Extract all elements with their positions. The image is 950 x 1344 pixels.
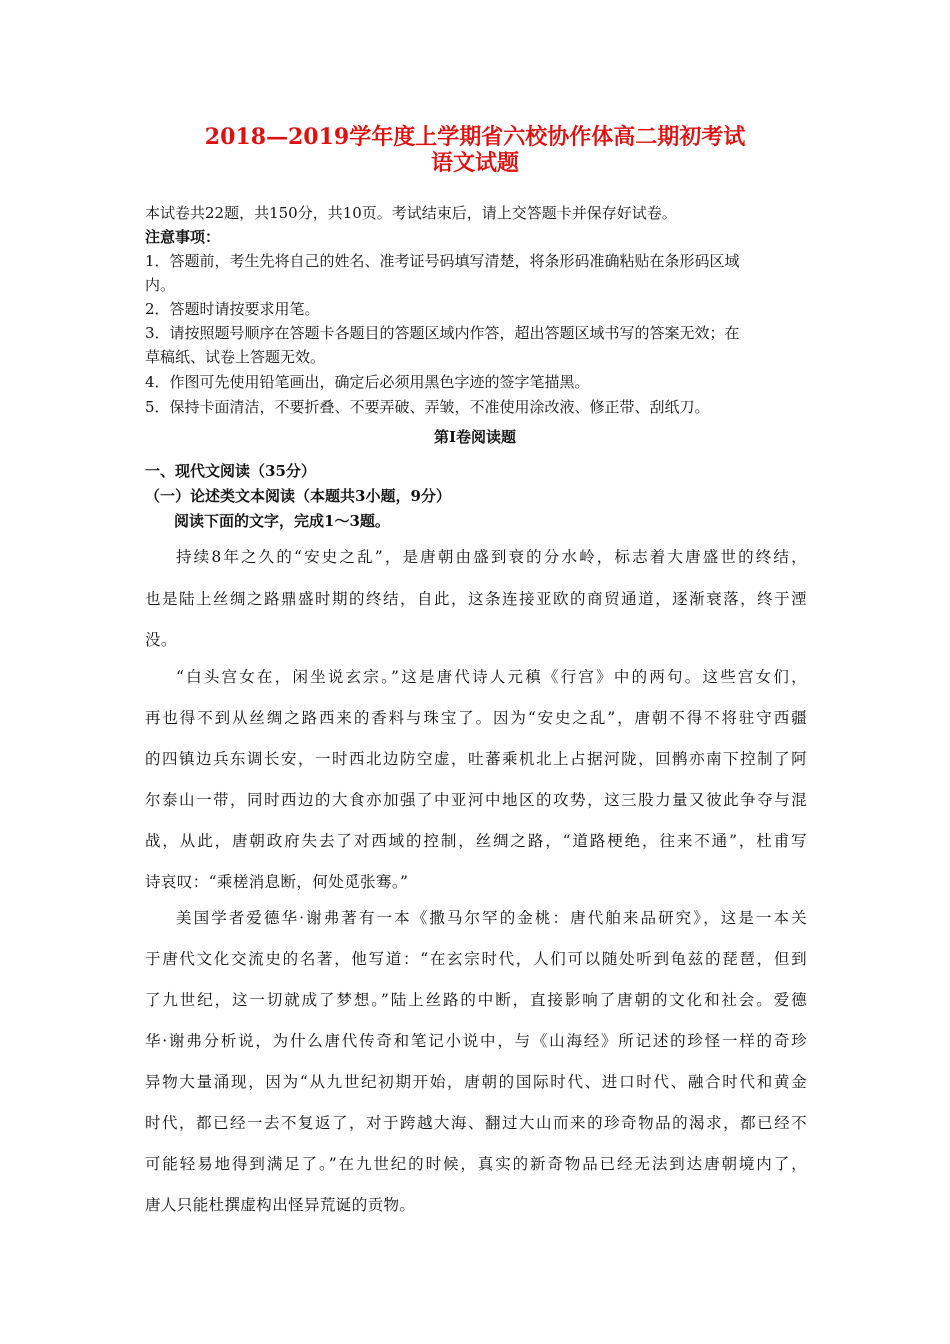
subsection-heading: （一）论述类文本阅读（本题共3小题，9分） [145,487,451,505]
note-item: 2．答题时请按要求用笔。 [145,300,320,318]
exam-intro: 本试卷共22题，共150分，共10页。考试结束后，请上交答题卡并保存好试卷。 [145,204,677,222]
note-item: 草稿纸、试卷上答题无效。 [145,348,326,366]
passage-line: 华·谢弗分析说，为什么唐代传奇和笔记小说中，与《山海经》所记述的珍怪一样的奇珍 [145,1032,807,1050]
passage-line: 了九世纪，这一切就成了梦想。”陆上丝路的中断，直接影响了唐朝的文化和社会。爱德 [145,991,807,1009]
reading-instruction: 阅读下面的文字，完成1～3题。 [174,512,390,530]
passage-line: 的四镇边兵东调长安，一时西北边防空虚，吐蕃乘机北上占据河陇，回鹘亦南下控制了阿 [145,750,807,768]
volume-heading: 第Ⅰ卷阅读题 [433,428,517,446]
note-item: 内。 [145,276,176,294]
passage-line: “白头宫女在，闲坐说玄宗。”这是唐代诗人元稹《行宫》中的两句。这些宫女们， [176,668,807,686]
passage-line: 没。 [145,631,177,649]
passage-line: 于唐代文化交流史的名著，他写道：“在玄宗时代，人们可以随处听到龟兹的琵琶，但到 [145,950,807,968]
note-item: 1．答题前，考生先将自己的姓名、准考证号码填写清楚，将条形码准确粘贴在条形码区域 [145,252,740,270]
passage-line: 持续8年之久的“安史之乱”，是唐朝由盛到衰的分水岭，标志着大唐盛世的终结， [176,548,807,566]
passage-line: 时代，都已经一去不复返了，对于跨越大海、翻过大山而来的珍奇物品的渴求，都已经不 [145,1114,807,1132]
passage-line: 唐人只能杜撰虚构出怪异荒诞的贡物。 [145,1196,416,1214]
passage-line: 再也得不到从丝绸之路西来的香料与珠宝了。因为“安史之乱”，唐朝不得不将驻守西疆 [145,709,807,727]
note-item: 3．请按照题号顺序在答题卡各题目的答题区域内作答，超出答题区域书写的答案无效；在 [145,324,740,342]
passage-line: 异物大量涌现，因为“从九世纪初期开始，唐朝的国际时代、进口时代、融合时代和黄金 [145,1073,807,1091]
passage-line: 美国学者爱德华·谢弗著有一本《撒马尔罕的金桃：唐代舶来品研究》，这是一本关 [176,909,807,927]
passage-line: 可能轻易地得到满足了。”在九世纪的时候，真实的新奇物品已经无法到达唐朝境内了， [145,1155,807,1173]
passage-line: 战，从此，唐朝政府失去了对西域的控制，丝绸之路，“道路梗绝，往来不通”，杜甫写 [145,832,807,850]
part-heading: 一、现代文阅读（35分） [145,462,316,480]
exam-subtitle: 语文试题 [430,150,519,176]
passage-line: 也是陆上丝绸之路鼎盛时期的终结，自此，这条连接亚欧的商贸通道，逐渐衰落，终于湮 [145,590,807,608]
note-item: 5．保持卡面清洁，不要折叠、不要弄破、弄皱，不准使用涂改液、修正带、刮纸刀。 [145,398,710,416]
note-item: 4．作图可先使用铅笔画出，确定后必须用黑色字迹的签字笔描黑。 [145,373,590,391]
notes-heading: 注意事项： [145,228,221,246]
exam-title: 2018—2019学年度上学期省六校协作体高二期初考试 [204,124,746,150]
passage-line: 诗哀叹：“乘槎消息断，何处觅张骞。” [145,873,409,891]
passage-line: 尔泰山一带，同时西边的大食亦加强了中亚河中地区的攻势，这三股力量又彼此争夺与混 [145,791,807,809]
